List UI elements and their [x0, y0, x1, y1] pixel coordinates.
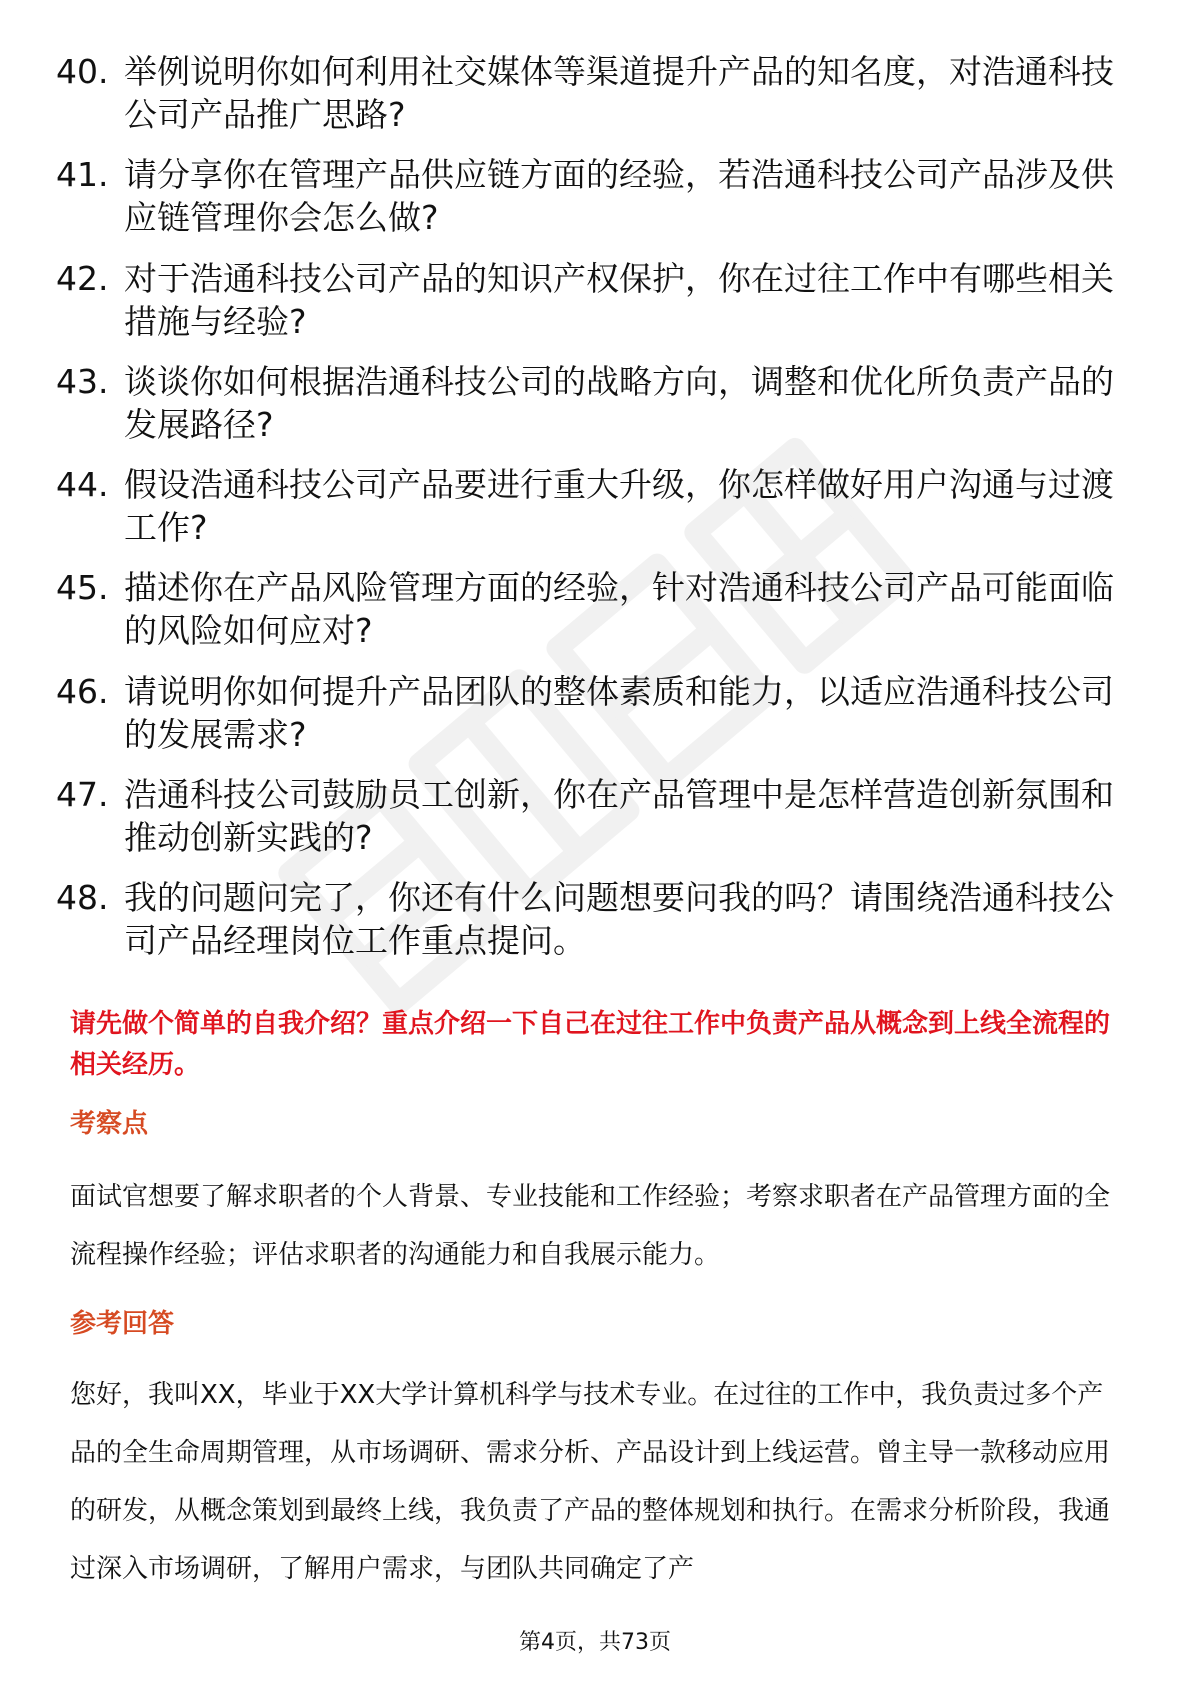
question-text: 浩通科技公司鼓励员工创新，你在产品管理中是怎样营造创新氛围和推动创新实践的?: [124, 775, 1114, 858]
question-text: 举例说明你如何利用社交媒体等渠道提升产品的知名度，对浩通科技公司产品推广思路?: [124, 52, 1114, 134]
kaocha-text: 面试官想要了解求职者的个人背景、专业技能和工作经验；考察求职者在产品管理方面的全流程操作经验；评估求职者的沟通能力和自我展示能力。: [70, 1182, 1111, 1270]
kaocha-label: 考察点: [70, 1109, 149, 1139]
question-text: 我的问题问完了，你还有什么问题想要问我的吗？请围绕浩通科技公司产品经理岗位工作重点提问。: [124, 878, 1114, 961]
question-item: [56, 670, 1116, 756]
question-item: [56, 153, 1116, 239]
question-text: 请说明你如何提升产品团队的整体素质和能力，以适应浩通科技公司的发展需求?: [124, 671, 1114, 754]
question-list: [56, 50, 1116, 980]
question-item: [56, 50, 1116, 136]
question-number: 41.: [56, 155, 109, 195]
question-number: 48.: [56, 878, 109, 918]
question-number: 42.: [56, 258, 109, 298]
reference-answer-text: 您好，我叫XX，毕业于XX大学计算机科学与技术专业。在过往的工作中，我负责过多个产品的全生命周期管理，从市场调研、需求分析、产品设计到上线运营。曾主导一款移动应用的研发，从概念策划到最终上线，我负责了产品的整体规划和执行。在需求分析阶段，我通过深入市场调研，了解用户需求，与团队共同确定了产: [70, 1380, 1111, 1584]
question-text: 描述你在产品风险管理方面的经验，针对浩通科技公司产品可能面临的风险如何应对?: [124, 568, 1114, 651]
question-number: 47.: [56, 775, 109, 815]
question-text: 假设浩通科技公司产品要进行重大升级，你怎样做好用户沟通与过渡工作?: [124, 465, 1114, 548]
question-item: [56, 566, 1116, 652]
cankao-label: 参考回答: [70, 1309, 175, 1339]
question-item: [56, 463, 1116, 549]
question-number: 40.: [56, 52, 109, 91]
question-number: 44.: [56, 465, 109, 505]
question-text: 请分享你在管理产品供应链方面的经验，若浩通科技公司产品涉及供应链管理你会怎么做?: [124, 155, 1114, 238]
question-text: 谈谈你如何根据浩通科技公司的战略方向，调整和优化所负责产品的发展路径?: [124, 361, 1114, 444]
intro-question-heading: 请先做个简单的自我介绍？重点介绍一下自己在过往工作中负责产品从概念到上线全流程的相关经历。: [70, 1009, 1111, 1080]
question-item: [56, 360, 1116, 446]
question-number: 46.: [56, 671, 109, 711]
question-item: [56, 773, 1116, 859]
question-item: [56, 876, 1116, 962]
question-text: 对于浩通科技公司产品的知识产权保护，你在过往工作中有哪些相关措施与经验?: [124, 258, 1114, 341]
question-number: 43.: [56, 361, 109, 401]
question-item: [56, 257, 1116, 343]
page-number-footer: 第4页，共73页: [519, 1630, 671, 1655]
question-number: 45.: [56, 568, 109, 608]
